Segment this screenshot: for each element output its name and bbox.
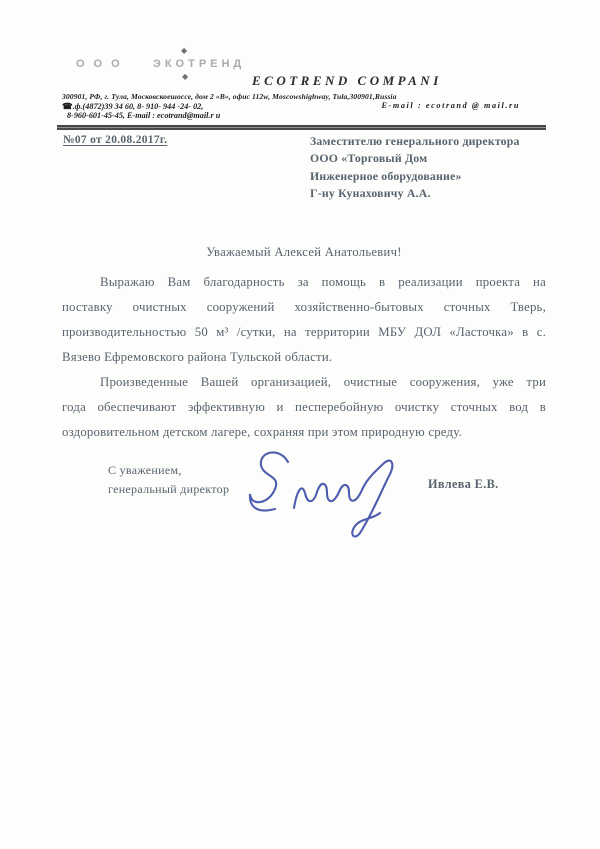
handwritten-signature <box>242 444 414 546</box>
company-address: 300901, РФ, г. Тула, Московскоешоссе, дом 2 «В», офис 112w, Moscowshighway, Tula,300901,Russia <box>62 92 397 101</box>
body-line: производительностью 50 м³ /сутки, на территории МБУ ДОЛ «Ласточка» в с. <box>62 325 546 339</box>
recipient-line: Г-ну Кунаховичу А.А. <box>310 185 431 200</box>
closing-block <box>108 461 229 499</box>
body-line: Выражаю Вам благодарность за помощь в реализации проекта на <box>100 275 546 289</box>
body-line: Вязево Ефремовского района Тульской области. <box>62 350 333 364</box>
body-line: поставку очистных сооружений хозяйственно-бытовых сточных Тверь, <box>62 300 546 314</box>
logo-ooo-text: ООО <box>76 58 129 70</box>
email-address: E-mail : ecotrand @ mail.ru <box>381 101 520 110</box>
header-divider <box>57 125 546 130</box>
salutation: Уважаемый Алексей Анатольевич! <box>206 245 402 259</box>
closing-line: С уважением, <box>108 463 182 477</box>
diamond-icon: ◆ <box>181 46 188 55</box>
recipient-line: Инженерное оборудование» <box>310 168 462 183</box>
logo-brand-text: ЭКОТРЕНД <box>153 58 246 70</box>
body-line: оздоровительном детском лагере, сохраняя при этом природную среду. <box>62 425 462 439</box>
diamond-icon: ◆ <box>182 72 189 81</box>
recipient-line: Заместителю генерального директора <box>310 134 520 148</box>
body-line: Произведенные Вашей организацией, очистные сооружения, уже три <box>100 375 546 389</box>
phone-line-2: 8-960-601-45-45, E-mail : ecotrand@mail.r u <box>67 111 221 120</box>
reference-number: №07 от 20.08.2017г. <box>63 134 168 146</box>
signer-name: Ивлева Е.В. <box>428 477 499 491</box>
letter-body <box>62 270 546 445</box>
phone-icon: ☎ <box>62 101 73 111</box>
company-name-en: ECOTREND COMPANI <box>252 73 442 88</box>
recipient-block <box>310 133 520 202</box>
closing-line: генеральный директор <box>108 482 230 496</box>
body-line: года обеспечивают эффективную и песперебойную очистку сточных вод в <box>62 400 546 414</box>
recipient-line: ООО «Торговый Дом <box>310 151 428 166</box>
phone-line-text: .ф.(4872)39 34 60, 8- 910- 944 -24- 02, <box>72 102 204 111</box>
